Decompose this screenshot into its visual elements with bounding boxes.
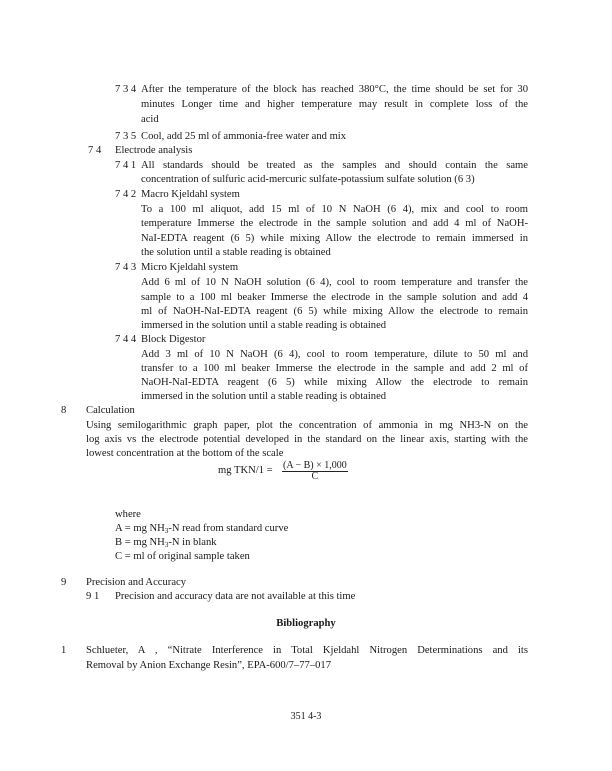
paragraph-line: After the temperature of the block has reached 380°C, the time should be set for 30 bbox=[141, 84, 528, 95]
paragraph-line: lowest concentration at the bottom of the scale bbox=[86, 448, 284, 459]
paragraph-line: transfer to a 100 ml beaker Immerse the electrode in the sample and add 2 ml of bbox=[141, 363, 528, 374]
def-text: B = mg NH bbox=[115, 537, 165, 548]
paragraph-line: Precision and accuracy data are not available at this time bbox=[115, 591, 356, 602]
definition-b bbox=[115, 537, 217, 549]
reference-line: Schlueter, A , “Nitrate Interference in Total Kjeldahl Nitrogen Determinations and its bbox=[86, 645, 528, 656]
section-title: Micro Kjeldahl system bbox=[141, 262, 239, 273]
section-title: Block Digestor bbox=[141, 334, 206, 345]
paragraph-line: log axis vs the electrode potential developed in the standard on the linear axis, starting with the bbox=[86, 434, 528, 445]
reference-number: 1 bbox=[61, 645, 67, 656]
formula-fraction bbox=[282, 460, 348, 482]
def-text: -N read from standard curve bbox=[168, 523, 289, 534]
paragraph-line: immersed in the solution until a stable reading is obtained bbox=[141, 320, 387, 331]
paragraph-line: the solution until a stable reading is obtained bbox=[141, 247, 331, 258]
paragraph-line: temperature Immerse the electrode in the sample solution and add 4 ml of NaOH- bbox=[141, 218, 528, 229]
section-number: 7 4 3 bbox=[115, 262, 137, 273]
section-number: 8 bbox=[61, 405, 67, 416]
paragraph-line: All standards should be treated as the samples and should contain the same bbox=[141, 160, 528, 171]
paragraph-line: Cool, add 25 ml of ammonia-free water and mix bbox=[141, 131, 347, 142]
section-number: 9 1 bbox=[86, 591, 100, 602]
subscript: 3 bbox=[164, 527, 169, 535]
def-text: -N in blank bbox=[168, 537, 217, 548]
def-text: A = mg NH bbox=[115, 523, 165, 534]
definition-a bbox=[115, 523, 288, 535]
formula-denominator: C bbox=[311, 471, 319, 482]
formula-lhs: mg TKN/1 = bbox=[218, 465, 273, 476]
definition-c: C = ml of original sample taken bbox=[115, 551, 250, 562]
page-number: 351 4-3 bbox=[290, 711, 322, 722]
section-title: Calculation bbox=[86, 405, 135, 416]
paragraph-line: immersed in the solution until a stable reading is obtained bbox=[141, 391, 387, 402]
section-title: Macro Kjeldahl system bbox=[141, 189, 240, 200]
section-number: 7 4 bbox=[88, 145, 102, 156]
paragraph-line: sample to a 100 ml beaker Immerse the electrode in the sample solution and add 4 bbox=[141, 292, 528, 303]
section-number: 7 4 2 bbox=[115, 189, 137, 200]
paragraph-line: Add 3 ml of 10 N NaOH (6 4), cool to room temperature, dilute to 50 ml and bbox=[141, 349, 528, 360]
paragraph-line: minutes Longer time and higher temperature may result in complete loss of the bbox=[141, 99, 528, 110]
section-number: 7 4 1 bbox=[115, 160, 137, 171]
reference-line: Removal by Anion Exchange Resin”, EPA-600/7–77–017 bbox=[86, 660, 332, 671]
paragraph-line: Using semilogarithmic graph paper, plot the concentration of ammonia in mg NH3-N on the bbox=[86, 420, 528, 431]
section-number: 7 3 4 bbox=[115, 84, 137, 95]
section-number: 7 3 5 bbox=[115, 131, 137, 142]
subscript: 3 bbox=[164, 541, 169, 549]
section-number: 9 bbox=[61, 577, 67, 588]
paragraph-line: concentration of sulfuric acid-mercuric sulfate-potassium sulfate solution (6 3) bbox=[141, 174, 475, 185]
paragraph-line: NaOH-NaI-EDTA reagent (6 5) while mixing Allow the electrode to remain bbox=[141, 377, 528, 388]
paragraph-line: acid bbox=[141, 114, 159, 125]
formula-numerator: (A − B) × 1,000 bbox=[283, 460, 347, 471]
where-label: where bbox=[115, 509, 141, 520]
section-title: Precision and Accuracy bbox=[86, 577, 187, 588]
section-title: Electrode analysis bbox=[115, 145, 193, 156]
section-number: 7 4 4 bbox=[115, 334, 137, 345]
paragraph-line: Add 6 ml of 10 N NaOH solution (6 4), cool to room temperature and transfer the bbox=[141, 277, 528, 288]
paragraph-line: NaI-EDTA reagent (6 5) while mixing Allow the electrode to remain immersed in bbox=[141, 233, 528, 244]
bibliography-heading: Bibliography bbox=[276, 618, 336, 629]
paragraph-line: ml of NaOH-NaI-EDTA reagent (6 5) while mixing Allow the electrode to remain bbox=[141, 306, 528, 317]
paragraph-line: To a 100 ml aliquot, add 15 ml of 10 N NaOH (6 4), mix and cool to room bbox=[141, 204, 528, 215]
